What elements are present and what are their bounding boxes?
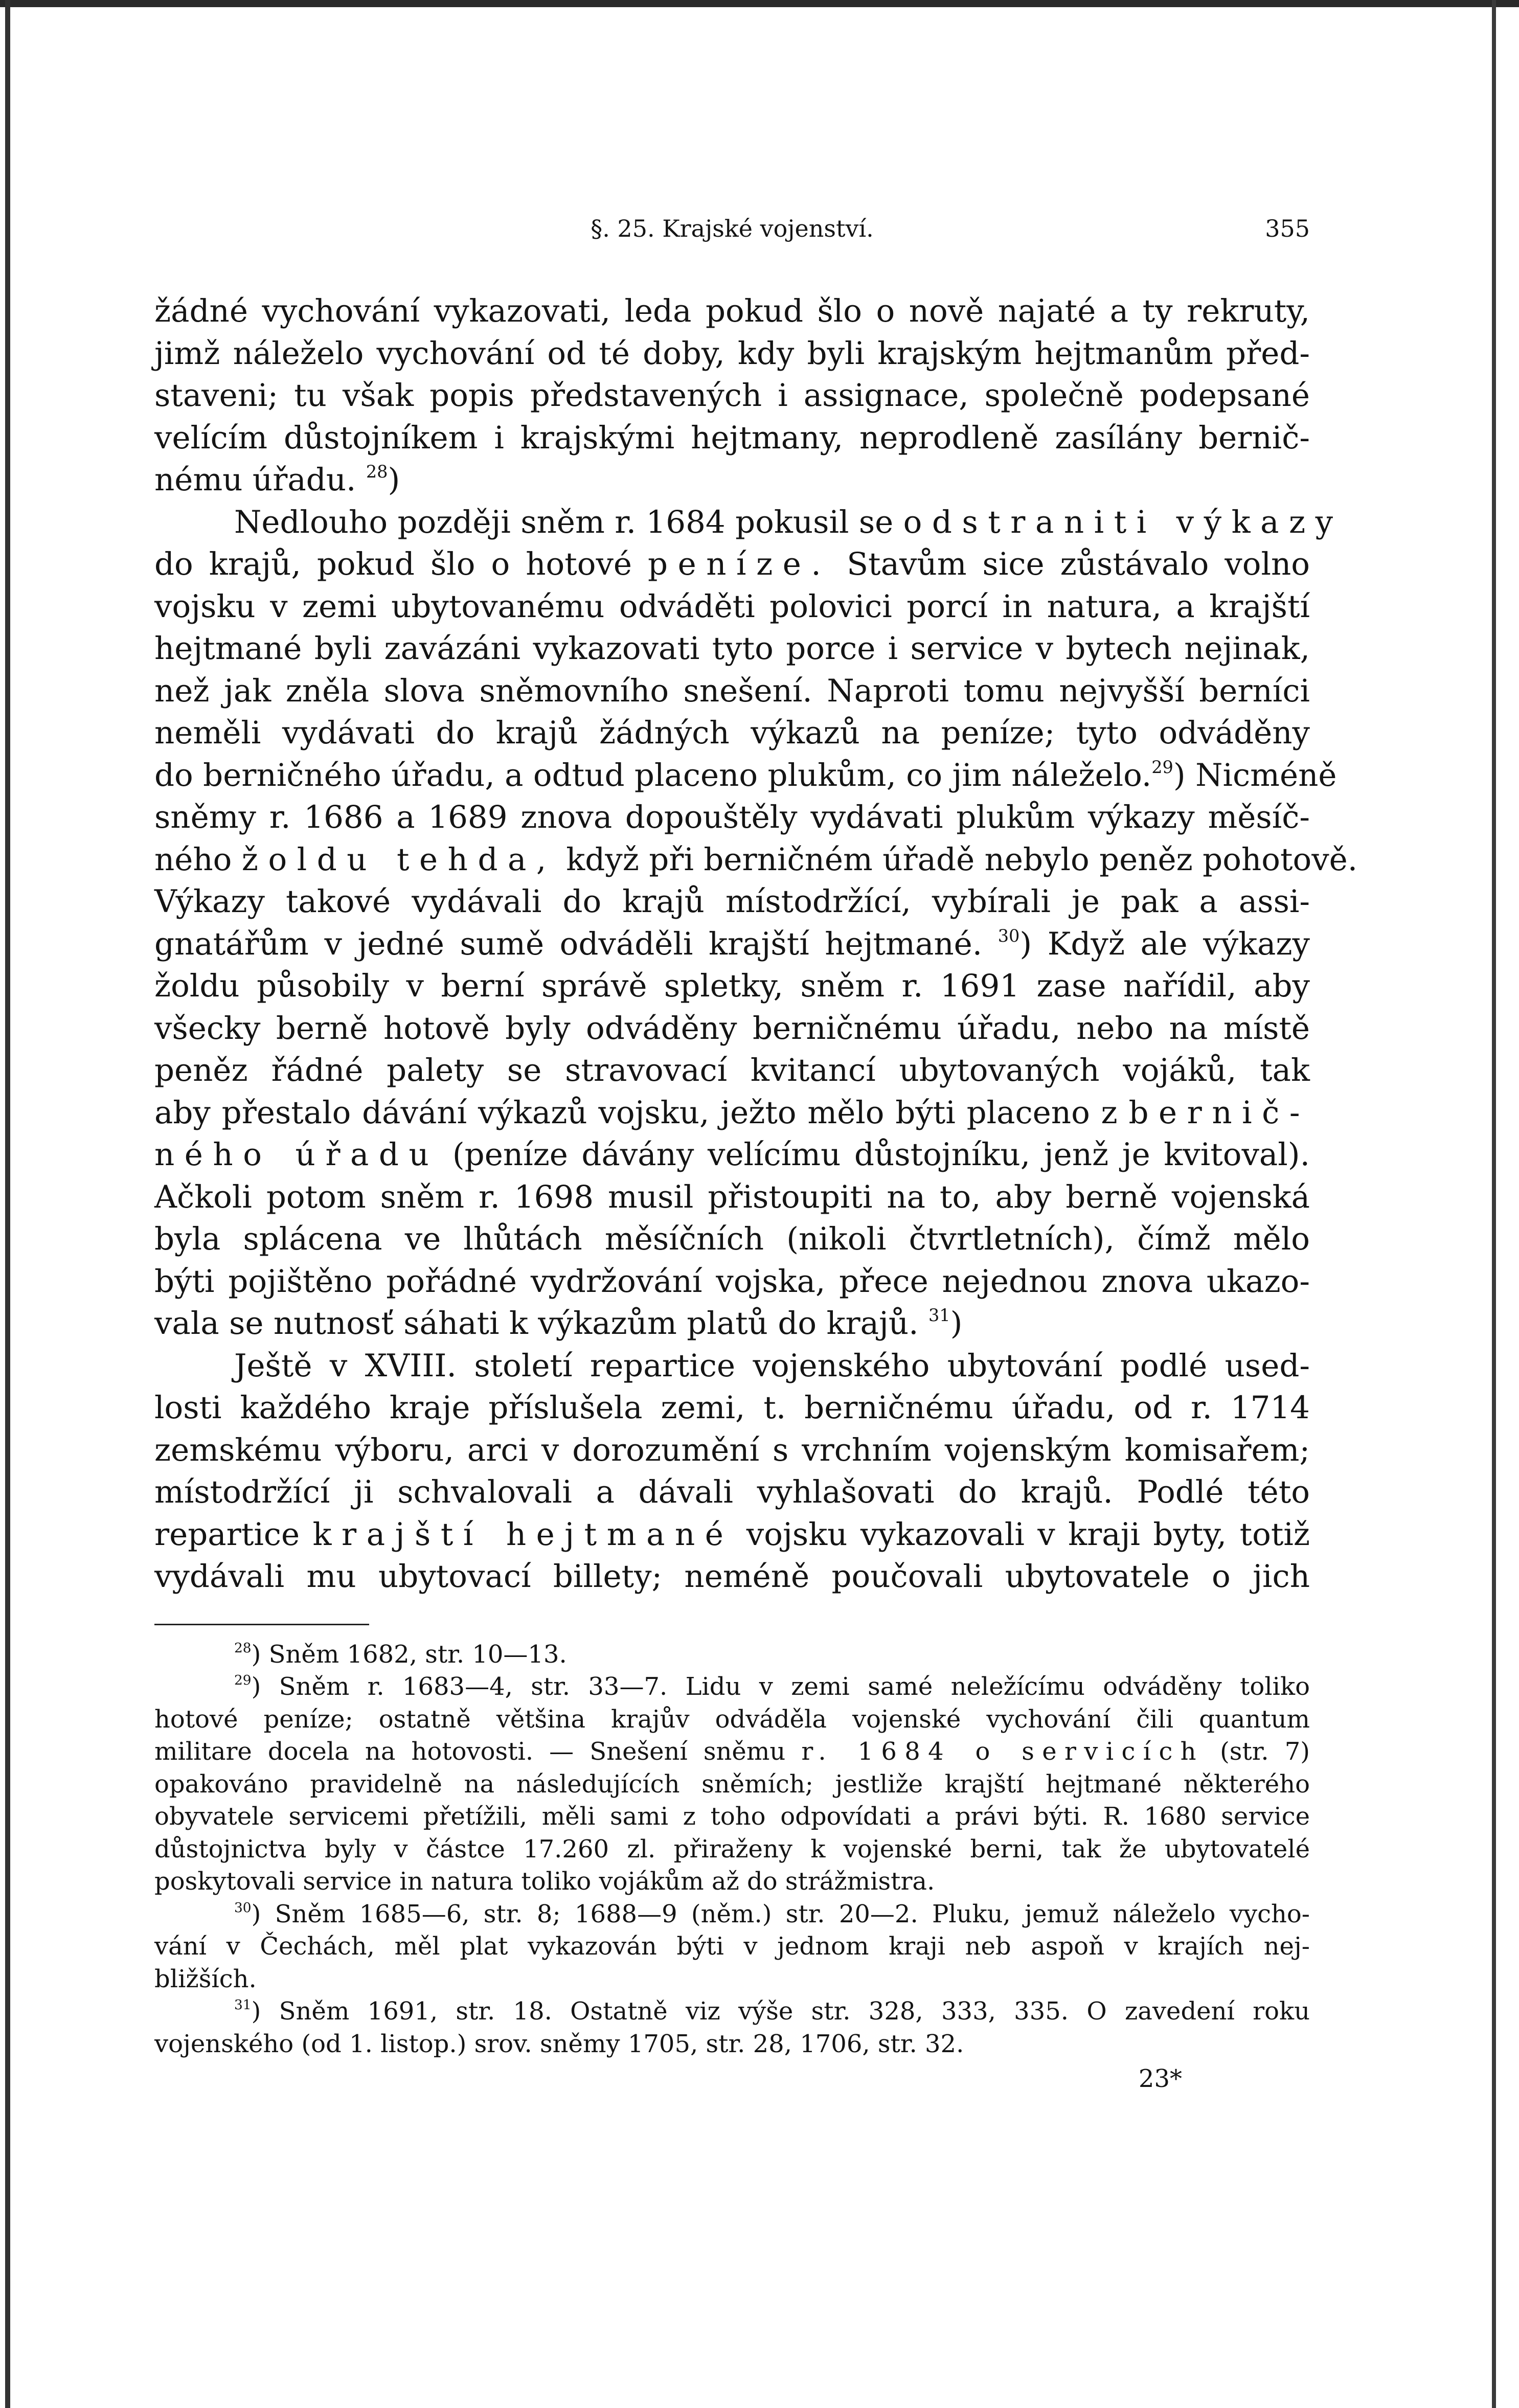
footnote-28 [154, 1639, 1310, 1671]
book-page [154, 215, 1358, 2093]
text-line: Ačkoli potom sněm r. 1698 musil přistoupiti na to, aby berně vojenská [154, 1178, 1310, 1215]
text-line: staveni; tu však popis představených i assignace, společně podepsané [154, 377, 1310, 414]
text-line: vala se nutnosť sáhati k výkazům platů do krajů. $^{31}$) [154, 1305, 963, 1342]
text-line: hejtmané byli zavázáni vykazovati tyto porce i service v bytech nejinak, [154, 630, 1310, 667]
text-line: vojsku v zemi ubytovanému odváděti polovici porcí in natura, a krajští [154, 588, 1310, 625]
text-line: Výkazy takové vydávali do krajů místodržící, vybírali je pak a assi- [154, 883, 1310, 920]
text-line: žádné vychování vykazovati, leda pokud šlo o nově najaté a ty rekruty, [154, 293, 1310, 329]
text-line: všecky berně hotově byly odváděny berničnému úřadu, nebo na místě [154, 1010, 1310, 1047]
text-line: byla splácena ve lhůtách měsíčních (nikoli čtvrtletních), čímž mělo [154, 1221, 1310, 1257]
paragraph-3 [154, 1345, 1310, 1598]
scan-border-right [1492, 0, 1496, 2408]
footnote-ref-29: 29 [1151, 757, 1173, 777]
text-line: Ještě v XVIII. století repartice vojenského ubytování podlé used- [234, 1347, 1310, 1384]
footnote-ref-28: 28 [366, 461, 388, 482]
text-line: repartice krajští hejtmané vojsku vykazovali v kraji byty, totiž [154, 1516, 1310, 1553]
footnote-line: $^{31}$) Sněm 1691, str. 18. Ostatně viz výše str. 328, 333, 335. O zavedení roku [234, 1997, 1310, 2026]
text-line: žoldu působily v berní správě spletky, sněm r. 1691 zase nařídil, aby [154, 968, 1310, 1004]
footnote-line: opakováno pravidelně na následujících sněmích; jestliže krajští hejtmané některého [154, 1769, 1310, 1799]
text-line: neměli vydávati do krajů žádných výkazů na peníze; tyto odváděny [154, 715, 1310, 751]
footnote-line: důstojnictva byly v částce 17.260 zl. přiraženy k vojenské berni, tak že ubytovatelé [154, 1834, 1310, 1864]
text-line: ného žoldu tehda, když při berničném úřadě nebylo peněz pohotově. [154, 841, 1358, 878]
text-line: Nedlouho později sněm r. 1684 pokusil se odstraniti výkazy [234, 504, 1343, 540]
footnote-line: obyvatele servicemi přetížili, měli sami z toho odpovídati a právi býti. R. 1680 service [154, 1802, 1310, 1831]
section-title: §. 25. Krajské vojenství. [591, 215, 874, 242]
scan-border-top [0, 0, 1519, 7]
footnote-line: militare docela na hotovosti. — Snešení sněmu r. 1684 o servicích (str. 7) [154, 1737, 1310, 1766]
footnote-ref-30: 30 [997, 925, 1020, 946]
text-line: místodržící ji schvalovali a dávali vyhlašovati do krajů. Podlé této [154, 1474, 1310, 1510]
footnote-line: $^{30}$) Sněm 1685—6, str. 8; 1688—9 (něm.) str. 20—2. Pluku, jemuž náleželo vycho- [234, 1899, 1310, 1928]
text-line: peněz řádné palety se stravovací kvitancí ubytovaných vojáků, tak [154, 1052, 1310, 1088]
footnote-line: hotové peníze; ostatně většina krajův odváděla vojenské vychování čili quantum [154, 1705, 1310, 1734]
signature-mark: 23* [1138, 2064, 1182, 2093]
footnote-line: vání v Čechách, měl plat vykazován býti v jednom kraji neb aspoň v krajích nej- [154, 1932, 1310, 1961]
main-text [154, 290, 1358, 1598]
text-line: losti každého kraje příslušela zemi, t. berničnému úřadu, od r. 1714 [154, 1390, 1310, 1426]
text-line: gnatářům v jedné sumě odváděli krajští hejtmané. $^{30}$) Když ale výkazy [154, 925, 1310, 962]
footnote-29 [154, 1671, 1310, 1898]
footnote-line: poskytovali service in natura toliko vojákům až do strážmistra. [154, 1867, 935, 1896]
footnote-line: $^{29}$) Sněm r. 1683—4, str. 33—7. Lidu v zemi samé neležícímu odváděny toliko [234, 1672, 1310, 1701]
text-line: nému úřadu. $^{28}$) [154, 461, 400, 498]
footnotes [154, 1639, 1310, 2061]
text-line: vydávali mu ubytovací billety; neméně poučovali ubytovatele o jich [154, 1558, 1310, 1595]
text-line: jimž náleželo vychování od té doby, kdy byli krajským hejtmanům před- [154, 335, 1310, 372]
text-line: sněmy r. 1686 a 1689 znova dopouštěly vydávati plukům výkazy měsíč- [154, 799, 1310, 835]
text-line: velícím důstojníkem i krajskými hejtmany, neprodleně zasílány bernič- [154, 419, 1310, 456]
text-line: do krajů, pokud šlo o hotové peníze. Stavům sice zůstávalo volno [154, 546, 1310, 582]
scan-border-left [5, 0, 10, 2408]
footnote-30 [154, 1898, 1310, 1996]
footnote-line: vojenského (od 1. listop.) srov. sněmy 1705, str. 28, 1706, str. 32. [154, 2029, 964, 2058]
footnote-line: bližších. [154, 1964, 257, 1993]
footnote-ref-31: 31 [928, 1305, 950, 1325]
text-line: do berničného úřadu, a odtud placeno plukům, co jim náleželo.$^{29}$) Nicméně [154, 757, 1337, 793]
text-line: zemskému výboru, arci v dorozumění s vrchním vojenským komisařem; [154, 1432, 1310, 1468]
footnote-line: $^{28}$) Sněm 1682, str. 10—13. [234, 1640, 567, 1669]
page-number: 355 [1265, 215, 1310, 242]
paragraph-2 [154, 502, 1358, 1345]
text-line: než jak zněla slova sněmovního snešení. Naproti tomu nejvyšší berníci [154, 672, 1310, 709]
text-line: býti pojištěno pořádné vydržování vojska, přece nejednou znova ukazo- [154, 1263, 1310, 1300]
paragraph-1 [154, 290, 1310, 502]
running-header [154, 215, 1310, 251]
text-line: ného úřadu (peníze dávány velícímu důstojníku, jenž je kvitoval). [154, 1137, 1310, 1173]
footnote-31 [154, 1995, 1310, 2060]
footnote-divider [154, 1624, 369, 1625]
text-line: aby přestalo dávání výkazů vojsku, ježto mělo býti placeno z bernič- [154, 1094, 1310, 1131]
